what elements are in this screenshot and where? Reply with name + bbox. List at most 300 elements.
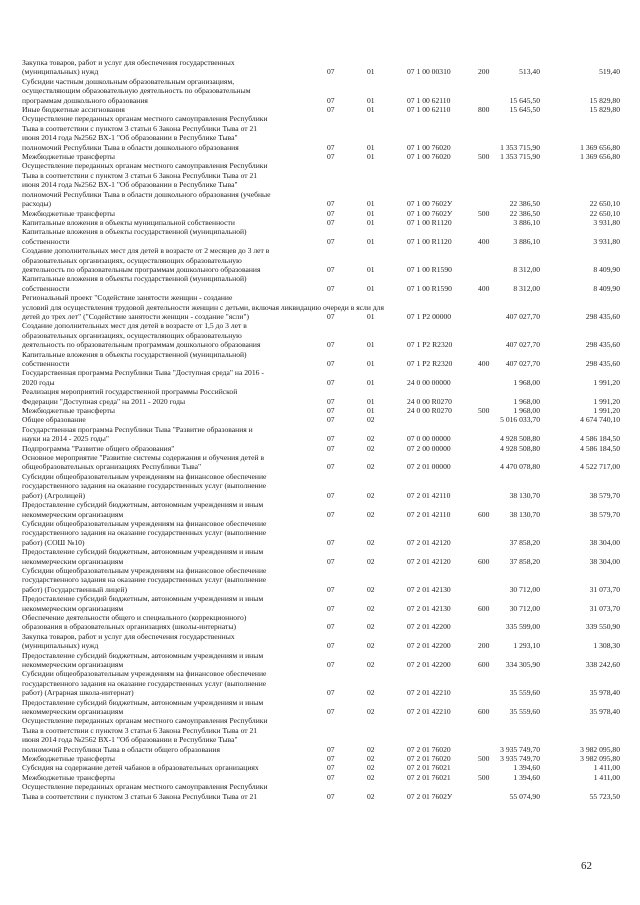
row-name xyxy=(22,227,322,246)
budget-table xyxy=(22,58,622,801)
amount-year-2: 8 409,90 xyxy=(593,264,620,274)
row-name-line: Осуществление переданных органам местного самоуправления Республики xyxy=(22,161,268,171)
subsection-code: 02 xyxy=(367,660,375,669)
table-row xyxy=(22,782,622,801)
row-name-line: Государственная программа Республики Тыва "Развитие образования и xyxy=(22,424,253,434)
table-row xyxy=(22,698,622,717)
table-row xyxy=(22,415,622,424)
amount-year-1: 334 305,90 xyxy=(505,660,540,669)
row-name-line: Создание дополнительных мест для детей в возрасте от 2 месяцев до 3 лет в xyxy=(22,246,270,256)
table-row xyxy=(22,152,622,161)
row-name-line: работ) (Государственный лицей) xyxy=(22,584,128,594)
section-code: 07 xyxy=(327,152,335,162)
table-row xyxy=(22,472,622,500)
table-row xyxy=(22,218,622,227)
section-code: 07 xyxy=(327,340,335,350)
row-name-line: Основное мероприятие "Развитие системы содержания и обучения детей в xyxy=(22,453,265,463)
amount-year-2: 35 978,40 xyxy=(589,688,620,698)
row-name-line: полномочий Республики Тыва в области дошкольного образования xyxy=(22,142,239,152)
amount-year-2: 298 435,60 xyxy=(585,311,620,321)
amount-year-2: 519,40 xyxy=(599,67,620,77)
target-article-code: 07 2 01 42130 xyxy=(407,603,451,613)
subsection-code: 02 xyxy=(367,754,375,764)
target-article-code: 07 1 00 62110 xyxy=(407,95,451,105)
section-code: 07 xyxy=(327,208,335,218)
table-row xyxy=(22,368,622,387)
expense-type-code: 500 xyxy=(478,152,490,162)
section-code: 07 xyxy=(327,142,335,152)
row-name-line: (муниципальных) нужд xyxy=(22,67,99,77)
amount-year-1: 37 858,20 xyxy=(509,556,540,566)
target-article-code: 07 1 00 R1590 xyxy=(407,283,452,293)
section-code: 07 xyxy=(327,744,335,754)
target-article-code: 07 1 P2 R2320 xyxy=(407,359,453,368)
table-row xyxy=(22,651,622,670)
amount-year-2: 38 304,00 xyxy=(589,556,620,566)
amount-year-2: 3 982 095,80 xyxy=(580,744,620,754)
row-name-line: программам дошкольного образования xyxy=(22,95,148,105)
subsection-code: 02 xyxy=(367,603,375,613)
target-article-code: 07 2 01 7602У xyxy=(407,791,453,801)
target-article-code: 07 0 00 00000 xyxy=(407,434,451,444)
row-name-line: некоммерческим организациям xyxy=(22,707,124,717)
row-name-line: Субсидии общеобразовательным учреждениям на финансовое обеспечение xyxy=(22,669,267,679)
table-row xyxy=(22,161,622,208)
row-name xyxy=(22,716,322,754)
subsection-code: 01 xyxy=(367,199,375,209)
subsection-code: 02 xyxy=(367,462,375,472)
amount-year-2: 338 242,60 xyxy=(585,660,620,669)
table-row xyxy=(22,350,622,369)
section-code: 07 xyxy=(327,264,335,274)
row-name-line: Осуществление переданных органам местного самоуправления Республики xyxy=(22,716,268,726)
expense-type-code: 500 xyxy=(478,406,490,416)
amount-year-2: 38 579,70 xyxy=(589,509,620,519)
table-row xyxy=(22,632,622,651)
target-article-code: 07 2 00 00000 xyxy=(407,443,451,453)
row-name-line: Субсидия на содержание детей чабанов в образовательных организациях xyxy=(22,763,259,773)
row-name xyxy=(22,152,322,161)
expense-type-code: 200 xyxy=(478,67,490,77)
row-name xyxy=(22,613,322,632)
target-article-code: 24 0 00 R0270 xyxy=(407,406,452,416)
section-code: 07 xyxy=(327,105,335,115)
target-article-code: 07 1 00 00310 xyxy=(407,67,451,77)
amount-year-2: 1 369 656,80 xyxy=(580,142,620,152)
table-row xyxy=(22,716,622,754)
amount-year-1: 3 886,10 xyxy=(513,236,540,246)
amount-year-2: 1 369 656,80 xyxy=(580,152,620,162)
subsection-code: 01 xyxy=(367,406,375,416)
expense-type-code: 500 xyxy=(478,772,490,782)
section-code: 07 xyxy=(327,688,335,698)
row-name xyxy=(22,651,322,670)
amount-year-1: 1 968,00 xyxy=(513,406,540,416)
target-article-code: 07 1 00 76020 xyxy=(407,152,451,162)
subsection-code: 02 xyxy=(367,415,375,425)
subsection-code: 02 xyxy=(367,707,375,717)
subsection-code: 01 xyxy=(367,396,375,406)
amount-year-1: 55 074,90 xyxy=(509,791,540,801)
section-code: 07 xyxy=(327,359,335,368)
amount-year-2: 3 931,80 xyxy=(593,217,620,227)
subsection-code: 01 xyxy=(367,340,375,350)
table-row xyxy=(22,293,622,321)
target-article-code: 07 1 00 R1590 xyxy=(407,264,452,274)
row-name-line: детей до трех лет" ("Содействие занятости женщин - создание "ясли") xyxy=(22,311,250,321)
amount-year-2: 38 304,00 xyxy=(589,537,620,547)
row-name xyxy=(22,321,322,349)
target-article-code: 07 2 01 42210 xyxy=(407,707,451,717)
row-name-line: государственного задания на оказание государственных услуг (выполнение xyxy=(22,678,267,688)
row-name-line: образовательных организациях, осуществляющих образовательную xyxy=(22,255,242,265)
row-name-line: условий для осуществления трудовой деятельности женщин с детьми, включая ликвидацию очереди в ясли для xyxy=(22,302,384,312)
amount-year-2: 22 650,10 xyxy=(589,199,620,209)
row-name xyxy=(22,594,322,613)
table-row xyxy=(22,444,622,453)
row-name-line: собственности xyxy=(22,283,70,293)
amount-year-1: 22 386,50 xyxy=(509,199,540,209)
row-name-line: Иные бюджетные ассигнования xyxy=(22,105,125,115)
target-article-code: 07 1 P2 R2320 xyxy=(407,340,453,350)
row-name-line: Тыва в соответствии с пунктом 3 статьи 6 Закона Республики Тыва от 21 xyxy=(22,791,258,801)
table-row xyxy=(22,453,622,472)
amount-year-2: 55 723,50 xyxy=(589,791,620,801)
amount-year-1: 38 130,70 xyxy=(509,490,540,500)
subsection-code: 02 xyxy=(367,490,375,500)
amount-year-1: 15 645,50 xyxy=(509,95,540,105)
section-code: 07 xyxy=(327,377,335,387)
target-article-code: 24 0 00 00000 xyxy=(407,377,451,387)
amount-year-2: 1 991,20 xyxy=(593,396,620,406)
subsection-code: 01 xyxy=(367,142,375,152)
row-name-line: Предоставление субсидий бюджетным, автономным учреждениям и иным xyxy=(22,547,264,557)
amount-year-1: 3 935 749,70 xyxy=(500,744,540,754)
table-row xyxy=(22,209,622,218)
expense-type-code: 600 xyxy=(478,509,490,519)
table-row xyxy=(22,274,622,293)
subsection-code: 02 xyxy=(367,509,375,519)
target-article-code: 07 2 01 42110 xyxy=(407,509,451,519)
row-name xyxy=(22,209,322,218)
row-name-line: Реализация мероприятий государственной программы Российской xyxy=(22,387,238,397)
row-name-line: образовательных организациях, осуществляющих образовательную xyxy=(22,330,242,340)
row-name xyxy=(22,368,322,387)
row-name-line: июня 2014 года №2562 ВХ-1 "Об образовании в Республике Тыва" xyxy=(22,133,238,143)
target-article-code: 07 2 01 42110 xyxy=(407,490,451,500)
row-name xyxy=(22,519,322,547)
amount-year-1: 4 470 078,80 xyxy=(500,462,540,472)
row-name-line: собственности xyxy=(22,236,70,246)
subsection-code: 02 xyxy=(367,584,375,594)
row-name-line: Межбюджетные трансферты xyxy=(22,406,115,416)
amount-year-2: 4 674 740,10 xyxy=(580,415,620,425)
row-name-line: Субсидии общеобразовательным учреждениям на финансовое обеспечение xyxy=(22,518,267,528)
subsection-code: 02 xyxy=(367,763,375,773)
amount-year-1: 5 016 033,70 xyxy=(500,415,540,425)
section-code: 07 xyxy=(327,199,335,209)
table-row xyxy=(22,387,622,406)
subsection-code: 02 xyxy=(367,641,375,651)
row-name-line: Предоставление субсидий бюджетным, автономным учреждениям и иным xyxy=(22,500,264,510)
table-row xyxy=(22,669,622,697)
row-name xyxy=(22,782,322,801)
amount-year-1: 1 293,10 xyxy=(513,641,540,651)
expense-type-code: 600 xyxy=(478,660,490,669)
row-name-line: государственного задания на оказание государственных услуг (выполнение xyxy=(22,481,267,491)
row-name-line: Тыва в соответствии с пунктом 3 статьи 6 Закона Республики Тыва от 21 xyxy=(22,725,258,735)
subsection-code: 02 xyxy=(367,622,375,632)
subsection-code: 02 xyxy=(367,537,375,547)
target-article-code: 07 2 01 42200 xyxy=(407,660,451,669)
row-name xyxy=(22,350,322,369)
row-name-line: Межбюджетные трансферты xyxy=(22,772,115,782)
row-name-line: Межбюджетные трансферты xyxy=(22,754,115,764)
amount-year-2: 31 073,70 xyxy=(589,603,620,613)
row-name-line: 2020 годы xyxy=(22,377,55,387)
amount-year-1: 407 027,70 xyxy=(505,340,540,350)
table-row xyxy=(22,58,622,77)
expense-type-code: 800 xyxy=(478,105,490,115)
row-name-line: Капитальные вложения в объекты государственной (муниципальной) xyxy=(22,274,247,284)
table-row xyxy=(22,246,622,274)
table-row xyxy=(22,105,622,114)
section-code: 07 xyxy=(327,415,335,425)
row-name-line: Субсидии общеобразовательным учреждениям на финансовое обеспечение xyxy=(22,471,267,481)
target-article-code: 07 2 01 42200 xyxy=(407,641,451,651)
amount-year-2: 35 978,40 xyxy=(589,707,620,717)
expense-type-code: 400 xyxy=(478,359,490,368)
section-code: 07 xyxy=(327,584,335,594)
amount-year-1: 1 394,60 xyxy=(513,763,540,773)
subsection-code: 01 xyxy=(367,264,375,274)
row-name xyxy=(22,387,322,406)
table-row xyxy=(22,773,622,782)
section-code: 07 xyxy=(327,707,335,717)
table-row xyxy=(22,425,622,444)
amount-year-1: 30 712,00 xyxy=(509,603,540,613)
subsection-code: 01 xyxy=(367,377,375,387)
row-name-line: науки на 2014 - 2025 годы" xyxy=(22,434,109,444)
amount-year-1: 1 968,00 xyxy=(513,396,540,406)
target-article-code: 07 2 01 42210 xyxy=(407,688,451,698)
row-name-line: Капитальные вложения в объекты государственной (муниципальной) xyxy=(22,349,247,359)
row-name-line: работ) (Агролицей) xyxy=(22,490,85,500)
amount-year-1: 37 858,20 xyxy=(509,537,540,547)
row-name xyxy=(22,425,322,444)
row-name-line: образования в образовательных организациях (школы-интернаты) xyxy=(22,622,236,632)
amount-year-1: 4 928 508,80 xyxy=(500,434,540,444)
target-article-code: 07 1 00 R1120 xyxy=(407,236,452,246)
row-name xyxy=(22,246,322,274)
section-code: 07 xyxy=(327,537,335,547)
amount-year-2: 15 829,80 xyxy=(589,105,620,115)
row-name-line: осуществляющим образовательную деятельность по образовательным xyxy=(22,86,251,96)
section-code: 07 xyxy=(327,556,335,566)
expense-type-code: 500 xyxy=(478,208,490,218)
row-name-line: июня 2014 года №2562 ВХ-1 "Об образовании в Республике Тыва" xyxy=(22,180,238,190)
expense-type-code: 600 xyxy=(478,707,490,717)
amount-year-1: 8 312,00 xyxy=(513,264,540,274)
target-article-code: 07 2 01 42120 xyxy=(407,556,451,566)
row-name xyxy=(22,114,322,152)
section-code: 07 xyxy=(327,95,335,105)
row-name-line: Обеспечение деятельности общего и специального (коррекционного) xyxy=(22,612,247,622)
row-name xyxy=(22,472,322,500)
row-name-line: Государственная программа Республики Тыва "Доступная среда" на 2016 - xyxy=(22,368,264,378)
row-name xyxy=(22,698,322,717)
table-row xyxy=(22,754,622,763)
amount-year-1: 3 886,10 xyxy=(513,217,540,227)
row-name xyxy=(22,444,322,453)
section-code: 07 xyxy=(327,490,335,500)
amount-year-1: 1 353 715,90 xyxy=(500,152,540,162)
target-article-code: 07 2 01 42200 xyxy=(407,622,451,632)
table-row xyxy=(22,519,622,547)
row-name-line: полномочий Республики Тыва в области общего образования xyxy=(22,744,220,754)
subsection-code: 02 xyxy=(367,556,375,566)
target-article-code: 07 1 00 R1120 xyxy=(407,217,452,227)
target-article-code: 07 1 00 7602У xyxy=(407,199,453,209)
section-code: 07 xyxy=(327,396,335,406)
row-name-line: Межбюджетные трансферты xyxy=(22,152,115,162)
expense-type-code: 200 xyxy=(478,641,490,651)
section-code: 07 xyxy=(327,772,335,782)
subsection-code: 01 xyxy=(367,95,375,105)
table-row xyxy=(22,114,622,152)
table-row xyxy=(22,406,622,415)
section-code: 07 xyxy=(327,443,335,453)
target-article-code: 07 1 00 7602У xyxy=(407,208,453,218)
row-name xyxy=(22,773,322,782)
amount-year-2: 31 073,70 xyxy=(589,584,620,594)
table-row xyxy=(22,227,622,246)
amount-year-1: 407 027,70 xyxy=(505,359,540,368)
section-code: 07 xyxy=(327,217,335,227)
row-name-line: Федерации "Доступная среда" на 2011 - 2020 годы xyxy=(22,396,186,406)
row-name xyxy=(22,669,322,697)
row-name-line: некоммерческим организациям xyxy=(22,603,124,613)
amount-year-2: 1 991,20 xyxy=(593,377,620,387)
row-name-line: Субсидии частным дошкольным образовательным организациям, xyxy=(22,76,235,86)
row-name-line: работ) (Аграрная школа-интернат) xyxy=(22,688,134,698)
amount-year-2: 1 411,00 xyxy=(593,763,620,773)
amount-year-1: 335 599,00 xyxy=(505,622,540,632)
table-row xyxy=(22,763,622,772)
expense-type-code: 400 xyxy=(478,283,490,293)
row-name-line: полномочий Республики Тыва в области дошкольного образования (учебные xyxy=(22,189,271,199)
row-name-line: деятельность по образовательным программам дошкольного образования xyxy=(22,340,261,350)
subsection-code: 01 xyxy=(367,105,375,115)
subsection-code: 02 xyxy=(367,791,375,801)
row-name xyxy=(22,566,322,594)
expense-type-code: 600 xyxy=(478,603,490,613)
amount-year-2: 1 411,00 xyxy=(593,772,620,782)
row-name-line: некоммерческим организациям xyxy=(22,660,124,669)
amount-year-2: 4 586 184,50 xyxy=(580,443,620,453)
row-name-line: Субсидии общеобразовательным учреждениям на финансовое обеспечение xyxy=(22,565,267,575)
row-name-line: Общее образование xyxy=(22,415,86,425)
table-row xyxy=(22,566,622,594)
row-name xyxy=(22,500,322,519)
amount-year-2: 3 982 095,80 xyxy=(580,754,620,764)
subsection-code: 02 xyxy=(367,434,375,444)
row-name xyxy=(22,77,322,105)
amount-year-2: 298 435,60 xyxy=(585,340,620,350)
amount-year-1: 35 559,60 xyxy=(509,707,540,717)
row-name xyxy=(22,754,322,763)
target-article-code: 07 2 01 42130 xyxy=(407,584,451,594)
row-name xyxy=(22,161,322,208)
row-name-line: работ) (СОШ №10) xyxy=(22,537,85,547)
row-name-line: деятельность по образовательным программам дошкольного образования xyxy=(22,264,261,274)
section-code: 07 xyxy=(327,283,335,293)
amount-year-1: 30 712,00 xyxy=(509,584,540,594)
section-code: 07 xyxy=(327,462,335,472)
subsection-code: 01 xyxy=(367,152,375,162)
amount-year-2: 4 522 717,00 xyxy=(580,462,620,472)
row-name-line: Подпрограмма "Развитие общего образования" xyxy=(22,443,175,453)
row-name-line: Создание дополнительных мест для детей в возрасте от 1,5 до 3 лет в xyxy=(22,321,247,331)
section-code: 07 xyxy=(327,622,335,632)
section-code: 07 xyxy=(327,763,335,773)
row-name-line: Капитальные вложения в объекты государственной (муниципальной) xyxy=(22,227,247,237)
row-name-line: Осуществление переданных органам местного самоуправления Республики xyxy=(22,114,268,124)
amount-year-1: 3 935 749,70 xyxy=(500,754,540,764)
section-code: 07 xyxy=(327,236,335,246)
subsection-code: 01 xyxy=(367,311,375,321)
row-name-line: собственности xyxy=(22,359,70,368)
amount-year-2: 1 991,20 xyxy=(593,406,620,416)
amount-year-1: 4 928 508,80 xyxy=(500,443,540,453)
section-code: 07 xyxy=(327,754,335,764)
row-name-line: Капитальные вложения в объекты муниципальной собственности xyxy=(22,217,235,227)
subsection-code: 02 xyxy=(367,744,375,754)
amount-year-1: 1 968,00 xyxy=(513,377,540,387)
table-row xyxy=(22,77,622,105)
section-code: 07 xyxy=(327,603,335,613)
amount-year-1: 22 386,50 xyxy=(509,208,540,218)
amount-year-2: 298 435,60 xyxy=(585,359,620,368)
table-row xyxy=(22,613,622,632)
subsection-code: 01 xyxy=(367,67,375,77)
subsection-code: 01 xyxy=(367,236,375,246)
subsection-code: 01 xyxy=(367,359,375,368)
expense-type-code: 500 xyxy=(478,754,490,764)
table-row xyxy=(22,547,622,566)
target-article-code: 07 2 01 76021 xyxy=(407,772,451,782)
row-name-line: государственного задания на оказание государственных услуг (выполнение xyxy=(22,575,267,585)
row-name xyxy=(22,105,322,114)
amount-year-2: 4 586 184,50 xyxy=(580,434,620,444)
row-name-line: некоммерческим организациям xyxy=(22,509,124,519)
target-article-code: 07 2 01 00000 xyxy=(407,462,451,472)
amount-year-1: 8 312,00 xyxy=(513,283,540,293)
amount-year-2: 3 931,80 xyxy=(593,236,620,246)
row-name-line: государственного задания на оказание государственных услуг (выполнение xyxy=(22,528,267,538)
table-row xyxy=(22,321,622,349)
amount-year-2: 1 308,30 xyxy=(593,641,620,651)
row-name xyxy=(22,632,322,651)
row-name-line: Межбюджетные трансферты xyxy=(22,208,115,218)
row-name-line: Закупка товаров, работ и услуг для обеспечения государственных xyxy=(22,631,235,641)
row-name-line: Тыва в соответствии с пунктом 3 статьи 6 Закона Республики Тыва от 21 xyxy=(22,123,258,133)
amount-year-2: 8 409,90 xyxy=(593,283,620,293)
row-name xyxy=(22,218,322,227)
section-code: 07 xyxy=(327,509,335,519)
amount-year-1: 15 645,50 xyxy=(509,105,540,115)
row-name-line: (муниципальных) нужд xyxy=(22,641,99,651)
